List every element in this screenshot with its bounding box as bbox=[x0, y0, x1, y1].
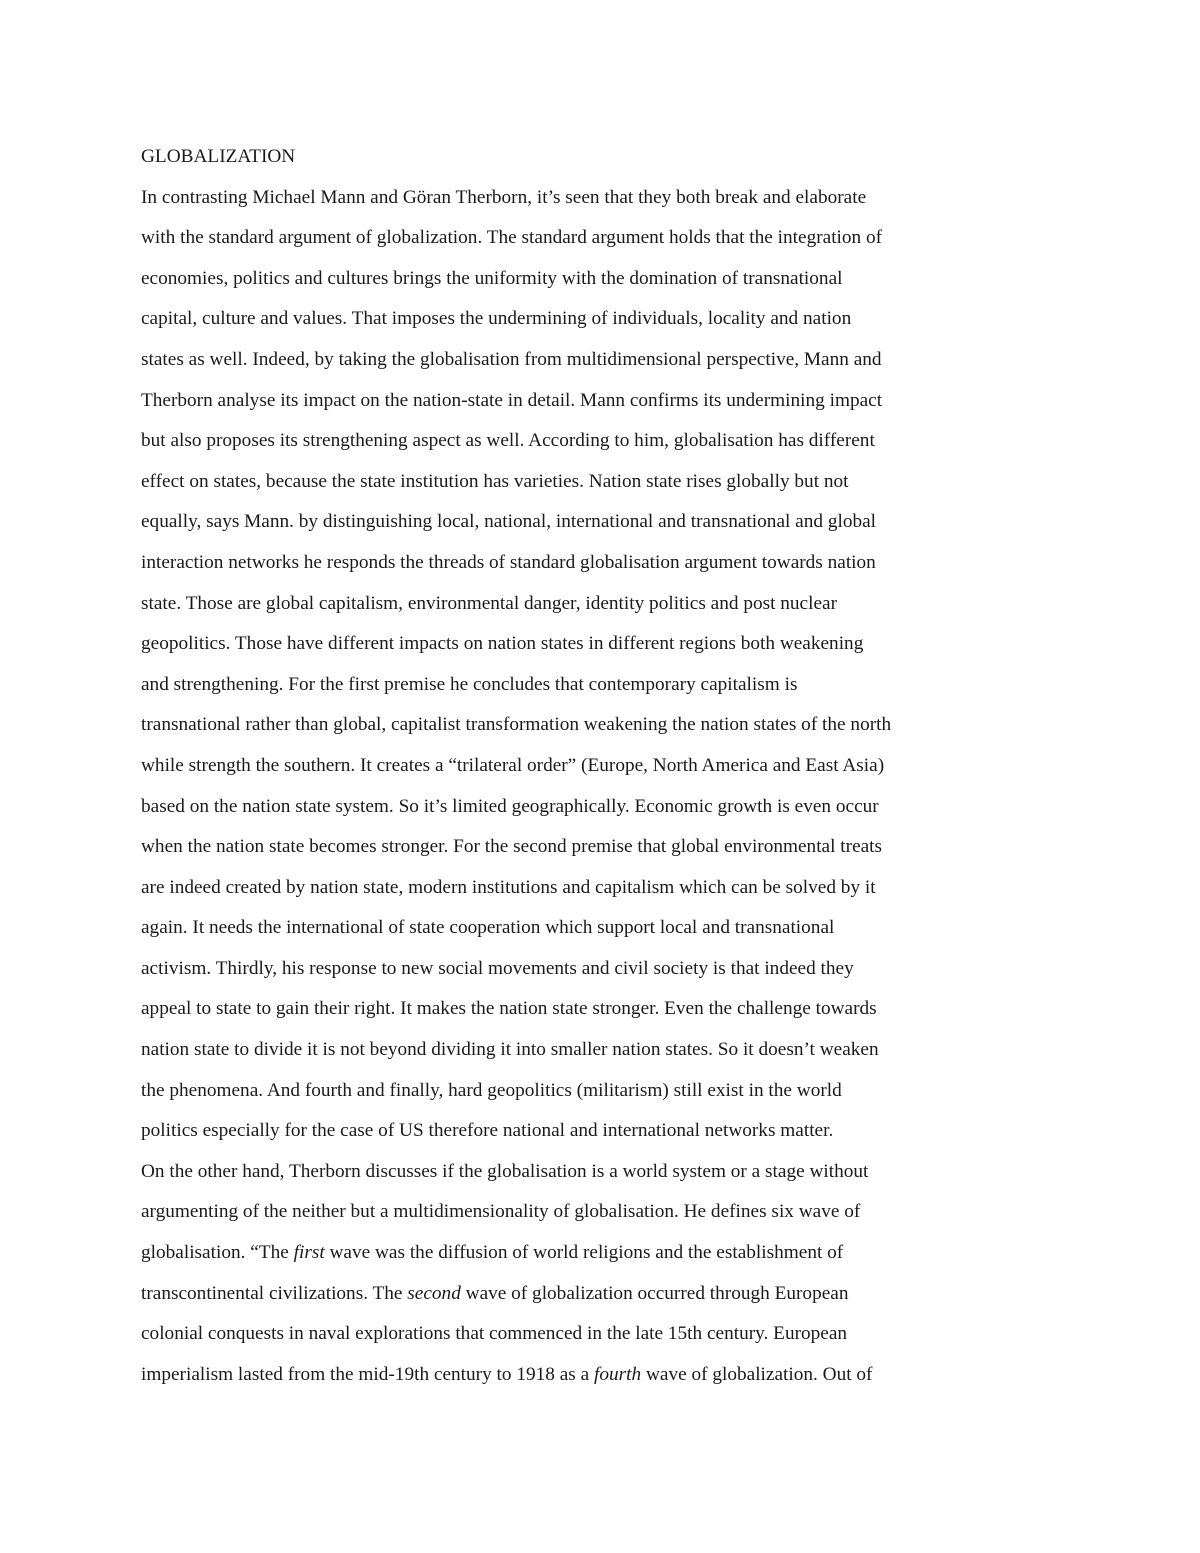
paragraph-line: On the other hand, Therborn discusses if the globalisation is a world system or a stage without bbox=[141, 1160, 869, 1182]
paragraph-line bbox=[141, 1233, 1071, 1274]
emphasis-fourth: fourth bbox=[594, 1363, 642, 1385]
document-title: GLOBALIZATION bbox=[141, 146, 296, 167]
line-text: imperialism lasted from the mid-19th century to 1918 as a bbox=[141, 1363, 595, 1385]
paragraph-line: when the nation state becomes stronger. For the second premise that global environmental treats bbox=[141, 836, 883, 858]
paragraph-line: politics especially for the case of US therefore national and international networks matter. bbox=[141, 1120, 834, 1142]
document-body bbox=[141, 137, 1071, 1395]
paragraph-line: geopolitics. Those have different impacts on nation states in different regions both weakening bbox=[141, 633, 864, 655]
paragraph-line bbox=[141, 1355, 1071, 1396]
paragraph-line: equally, says Mann. by distinguishing local, national, international and transnational and global bbox=[141, 511, 877, 533]
line-text: transcontinental civilizations. The bbox=[141, 1282, 408, 1304]
paragraph-line: the phenomena. And fourth and finally, hard geopolitics (militarism) still exist in the world bbox=[141, 1079, 842, 1101]
paragraph-line: states as well. Indeed, by taking the globalisation from multidimensional perspective, Mann and bbox=[141, 348, 882, 370]
paragraph-line: state. Those are global capitalism, environmental danger, identity politics and post nuclear bbox=[141, 592, 838, 614]
paragraph-line: and strengthening. For the first premise he concludes that contemporary capitalism is bbox=[141, 673, 798, 695]
paragraph-line: Therborn analyse its impact on the nation-state in detail. Mann confirms its undermining impact bbox=[141, 389, 883, 411]
paragraph-line: nation state to divide it is not beyond dividing it into smaller nation states. So it doesn’t weaken bbox=[141, 1039, 879, 1061]
paragraph-line: economies, politics and cultures brings the uniformity with the domination of transnational bbox=[141, 267, 843, 289]
emphasis-second: second bbox=[407, 1282, 461, 1304]
paragraph-line: based on the nation state system. So it’s limited geographically. Economic growth is even occur bbox=[141, 795, 879, 817]
paragraph-line: but also proposes its strengthening aspect as well. According to him, globalisation has different bbox=[141, 430, 875, 452]
paragraph-line: again. It needs the international of state cooperation which support local and transnational bbox=[141, 917, 835, 939]
paragraph-line: with the standard argument of globalization. The standard argument holds that the integration of bbox=[141, 227, 883, 249]
paragraph-line: interaction networks he responds the threads of standard globalisation argument towards nation bbox=[141, 551, 876, 573]
paragraph-line bbox=[141, 1274, 1071, 1315]
line-text: globalisation. “The bbox=[141, 1242, 294, 1264]
paragraph-line: appeal to state to gain their right. It makes the nation state stronger. Even the challenge towards bbox=[141, 998, 877, 1020]
line-text: wave was the diffusion of world religions and the establishment of bbox=[324, 1242, 844, 1264]
paragraph-line: activism. Thirdly, his response to new social movements and civil society is that indeed they bbox=[141, 957, 854, 979]
line-text: wave of globalization occurred through European bbox=[460, 1282, 849, 1304]
paragraph-line: effect on states, because the state institution has varieties. Nation state rises globally but not bbox=[141, 470, 849, 492]
paragraph-line: transnational rather than global, capitalist transformation weakening the nation states of the north bbox=[141, 714, 892, 736]
line-text: wave of globalization. Out of bbox=[641, 1363, 873, 1385]
paragraph-line: colonial conquests in naval explorations that commenced in the late 15th century. European bbox=[141, 1323, 848, 1345]
paragraph-line: are indeed created by nation state, modern institutions and capitalism which can be solved by it bbox=[141, 876, 876, 898]
paragraph-line: while strength the southern. It creates a “trilateral order” (Europe, North America and East Asia) bbox=[141, 754, 885, 776]
emphasis-first: first bbox=[293, 1242, 325, 1264]
paragraph-line: argumenting of the neither but a multidimensionality of globalisation. He defines six wave of bbox=[141, 1201, 861, 1223]
paragraph-line: In contrasting Michael Mann and Göran Therborn, it’s seen that they both break and elaborate bbox=[141, 186, 867, 208]
paragraph-line: capital, culture and values. That imposes the undermining of individuals, locality and nation bbox=[141, 308, 852, 330]
